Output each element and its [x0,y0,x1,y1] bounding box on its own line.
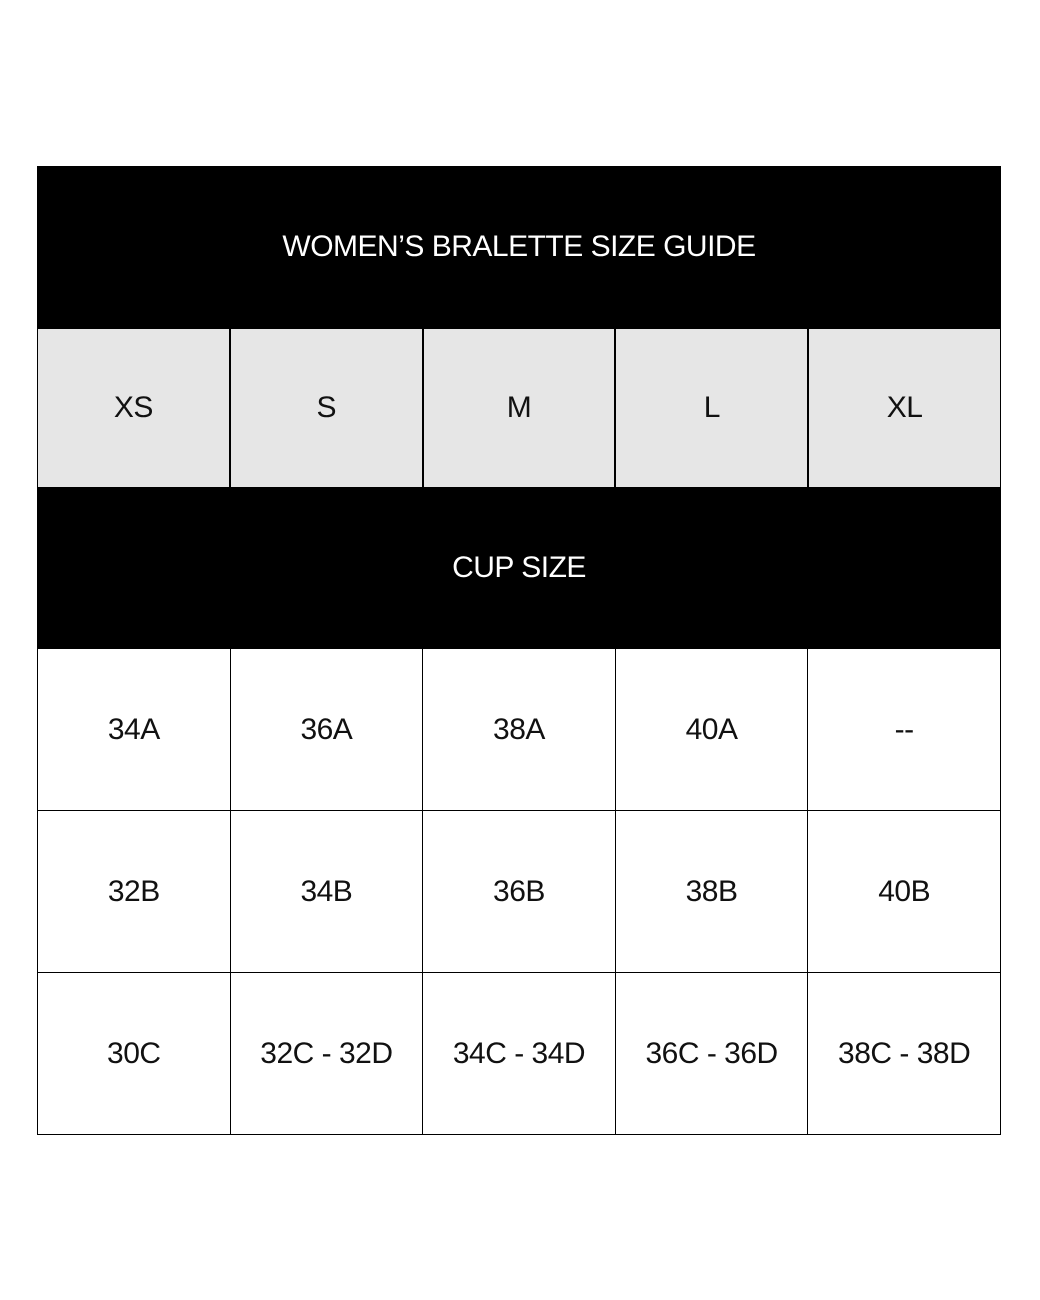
size-cell-m: M [424,329,615,487]
cup-cell: 40B [808,811,1000,972]
size-cell-xl: XL [809,329,1000,487]
cup-cell: 34B [231,811,424,972]
cup-row-a [38,648,1000,810]
cup-cell: -- [808,649,1000,810]
size-header-row [38,327,1000,488]
cup-cell: 38C - 38D [808,973,1000,1134]
cup-size-label: CUP SIZE [38,488,1000,648]
cup-cell: 32B [38,811,231,972]
cup-cell: 36A [231,649,424,810]
size-guide-title: WOMEN’S BRALETTE SIZE GUIDE [38,167,1000,327]
cup-cell: 36C - 36D [616,973,809,1134]
size-guide-table [37,166,1001,1135]
cup-cell: 40A [616,649,809,810]
cup-row-b [38,810,1000,972]
cup-cell: 32C - 32D [231,973,424,1134]
cup-cell: 38A [423,649,616,810]
cup-cell: 38B [616,811,809,972]
cup-cell: 34C - 34D [423,973,616,1134]
cup-cell: 34A [38,649,231,810]
cup-cell: 36B [423,811,616,972]
size-cell-l: L [616,329,807,487]
size-cell-xs: XS [38,329,229,487]
size-cell-s: S [231,329,422,487]
cup-row-c [38,972,1000,1134]
cup-cell: 30C [38,973,231,1134]
